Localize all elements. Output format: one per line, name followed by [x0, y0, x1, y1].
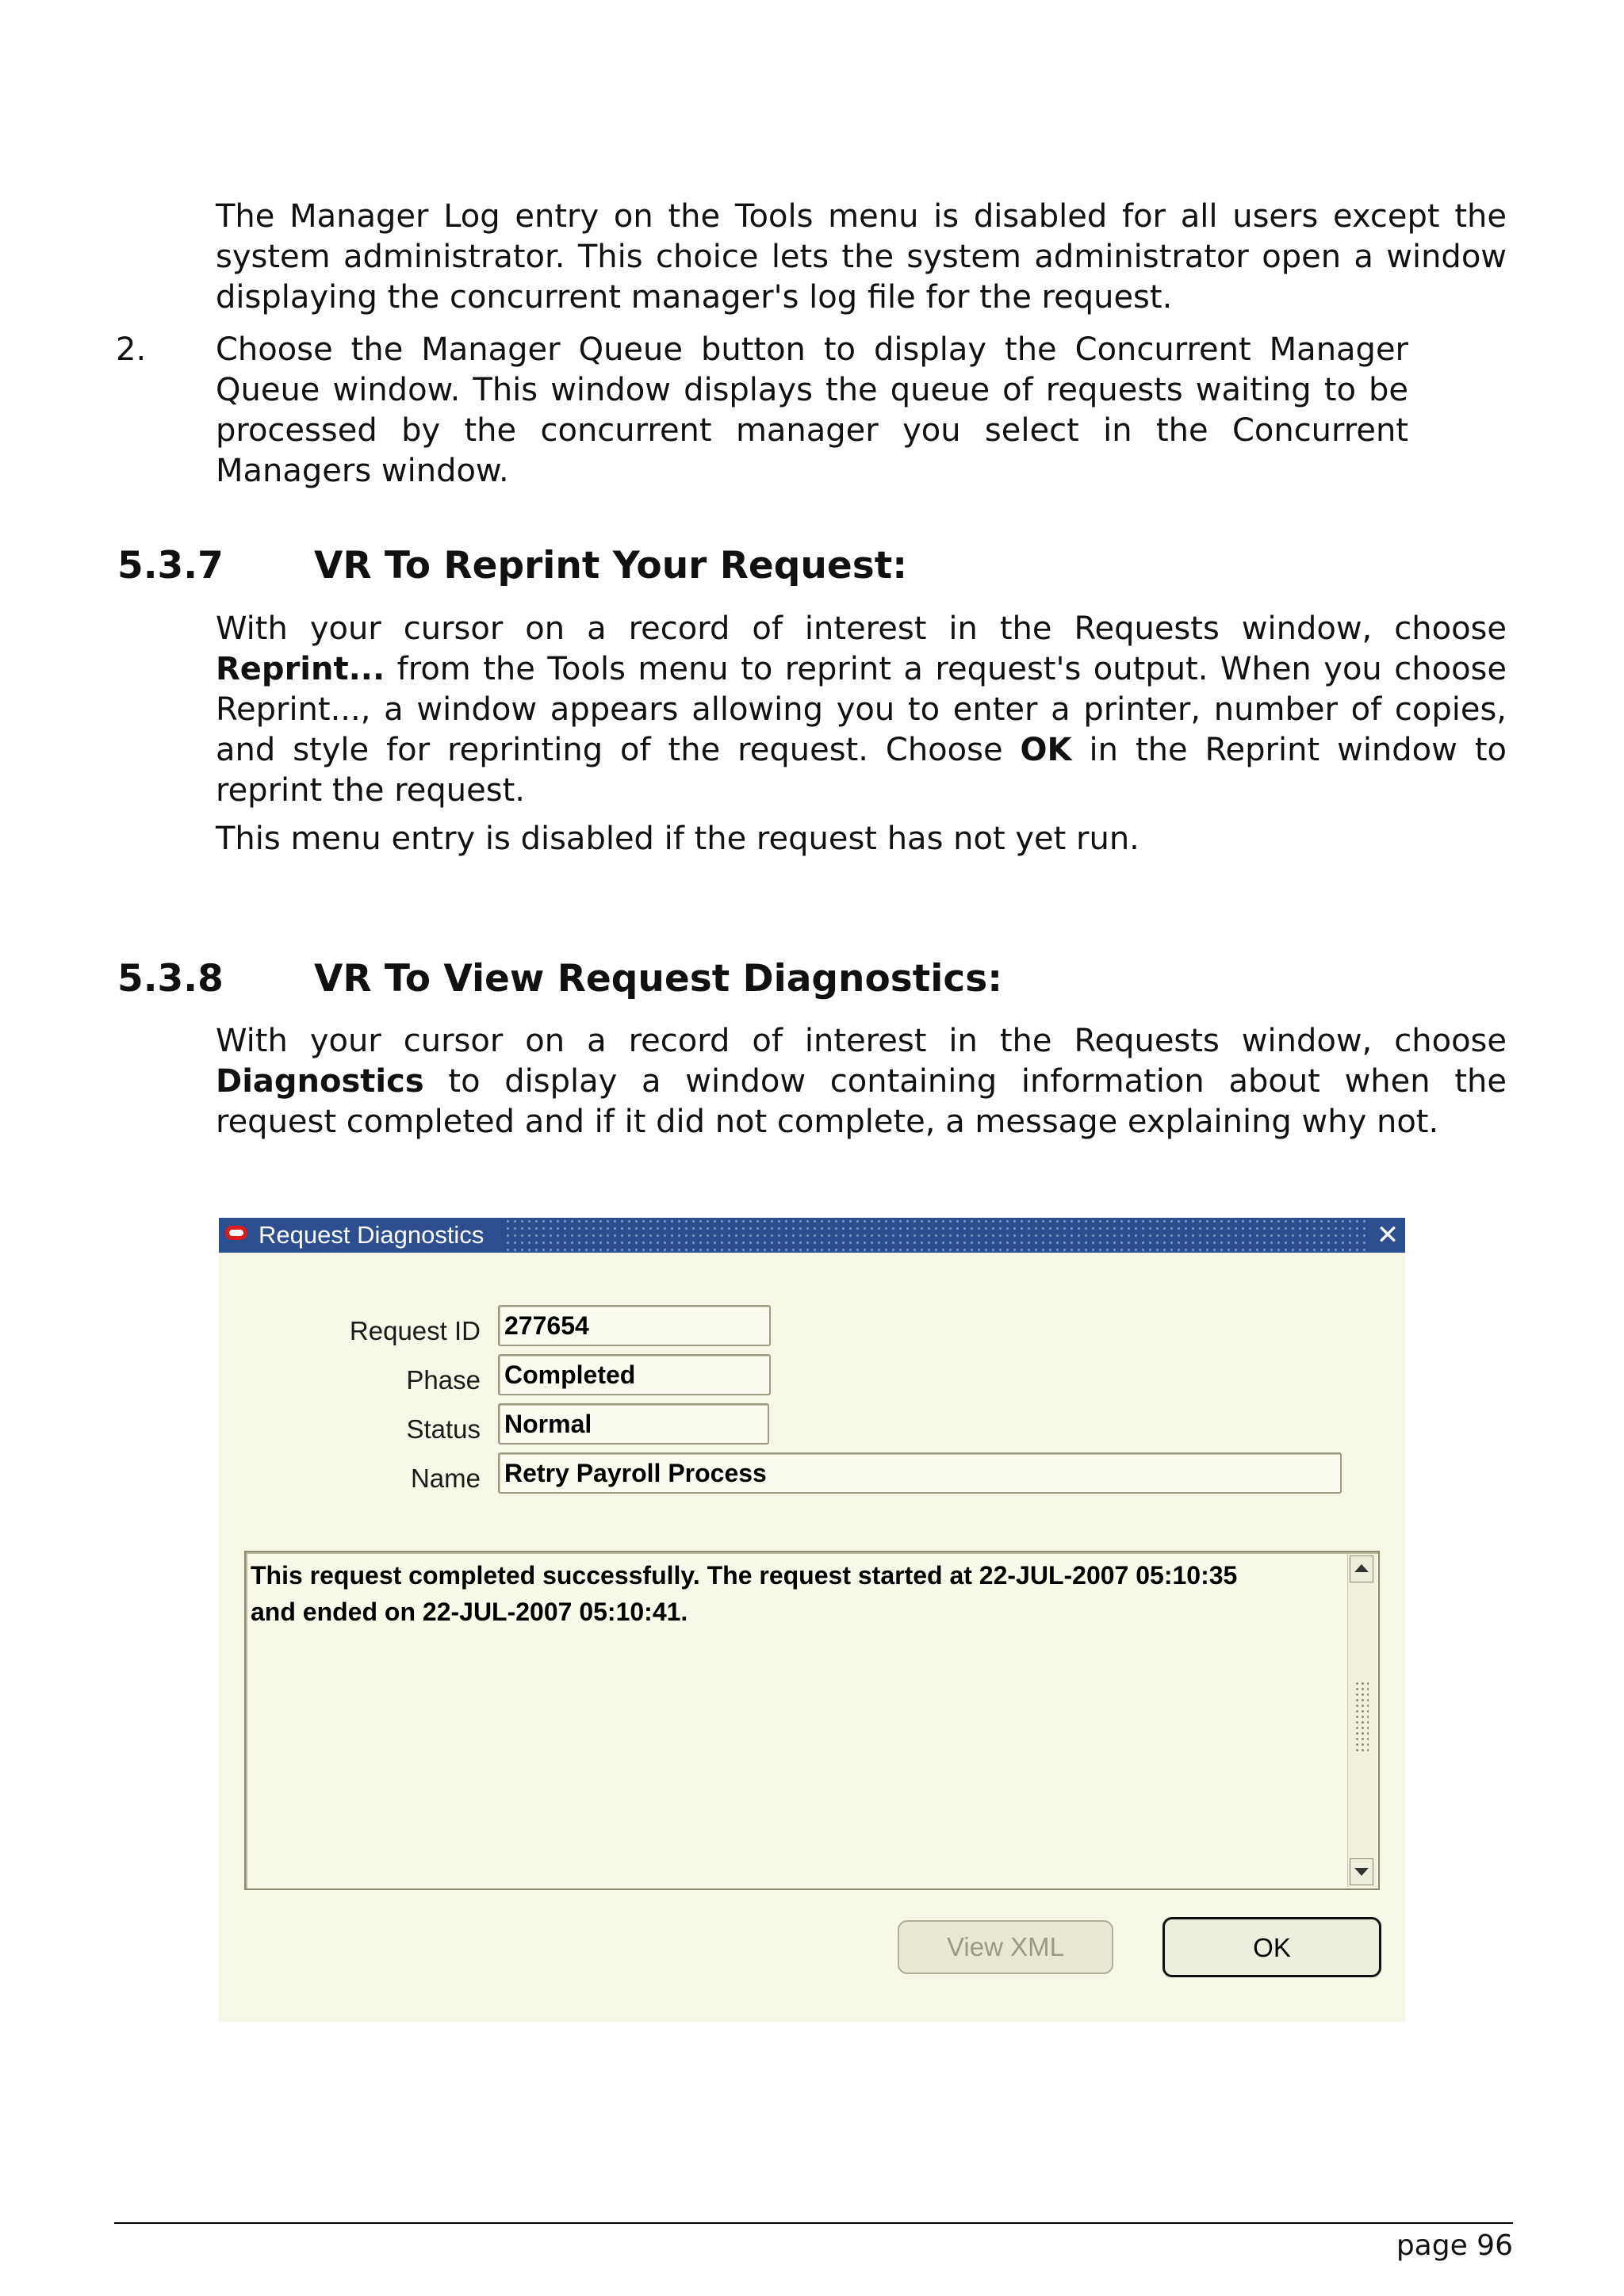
phase-field[interactable]: Completed	[498, 1354, 771, 1395]
request-id-label: Request ID	[349, 1316, 481, 1345]
ok-term: OK	[1020, 732, 1072, 768]
reprint-paragraph: With your cursor on a record of interest in the Requests window, choose Reprint... from the Tools menu to reprint a request's output. When you choose Reprint..., a window appears allowing you to enter a printer, number of copies, and style for reprinting of the request. Choose OK in the Reprint window to reprint the request.	[216, 610, 1507, 809]
view-xml-button[interactable]: View XML	[898, 1920, 1113, 1974]
diagnostics-message-box[interactable]	[244, 1551, 1380, 1890]
close-icon[interactable]: ✕	[1370, 1218, 1405, 1253]
diagnostics-paragraph: With your cursor on a record of interest in the Requests window, choose Diagnostics to display a window containing information about when the request completed and if it did not complete, a message explaining why not.	[216, 1023, 1507, 1140]
section-title: VR To Reprint Your Request:	[314, 544, 907, 587]
step-number: 2.	[116, 331, 147, 368]
section-number: 5.3.8	[117, 957, 224, 1001]
section-number: 5.3.7	[117, 544, 224, 587]
footer-divider	[114, 2222, 1513, 2224]
request-diagnostics-dialog	[219, 1218, 1405, 2022]
status-label: Status	[406, 1414, 481, 1444]
name-field[interactable]: Retry Payroll Process	[498, 1452, 1342, 1494]
vertical-scrollbar[interactable]	[1347, 1554, 1377, 1887]
section-title: VR To View Request Diagnostics:	[314, 957, 1002, 1001]
status-field[interactable]: Normal	[498, 1403, 769, 1445]
phase-label: Phase	[406, 1365, 481, 1395]
ok-button[interactable]: OK	[1162, 1917, 1381, 1977]
scroll-down-icon[interactable]	[1350, 1858, 1373, 1885]
diagnostics-message: This request completed successfully. The request started at 22-JUL-2007 05:10:35 and ended on 22-JUL-2007 05:10:41.	[251, 1561, 1238, 1626]
intro-paragraph: The Manager Log entry on the Tools menu is disabled for all users except the system administrator. This choice lets the system administrator open a window displaying the concurrent manager's log file for the request.	[216, 198, 1507, 316]
title-area	[219, 1218, 504, 1253]
title-bar[interactable]	[219, 1218, 1405, 1253]
dialog-title: Request Diagnostics	[259, 1221, 485, 1249]
request-id-field[interactable]: 277654	[498, 1305, 771, 1346]
name-label: Name	[410, 1464, 481, 1493]
step-2-text: Choose the Manager Queue button to display the Concurrent Manager Queue window. This window displays the queue of requests waiting to be processed by the concurrent manager you select in the Concurrent Managers window.	[216, 331, 1408, 489]
page-number: page 96	[1396, 2229, 1513, 2262]
reprint-menu-name: Reprint...	[216, 651, 385, 687]
scroll-thumb[interactable]	[1354, 1681, 1369, 1752]
oracle-logo-icon	[225, 1226, 247, 1240]
scroll-up-icon[interactable]	[1350, 1556, 1373, 1582]
reprint-note: This menu entry is disabled if the request has not yet run.	[216, 821, 1139, 857]
diagnostics-term: Diagnostics	[216, 1063, 424, 1100]
